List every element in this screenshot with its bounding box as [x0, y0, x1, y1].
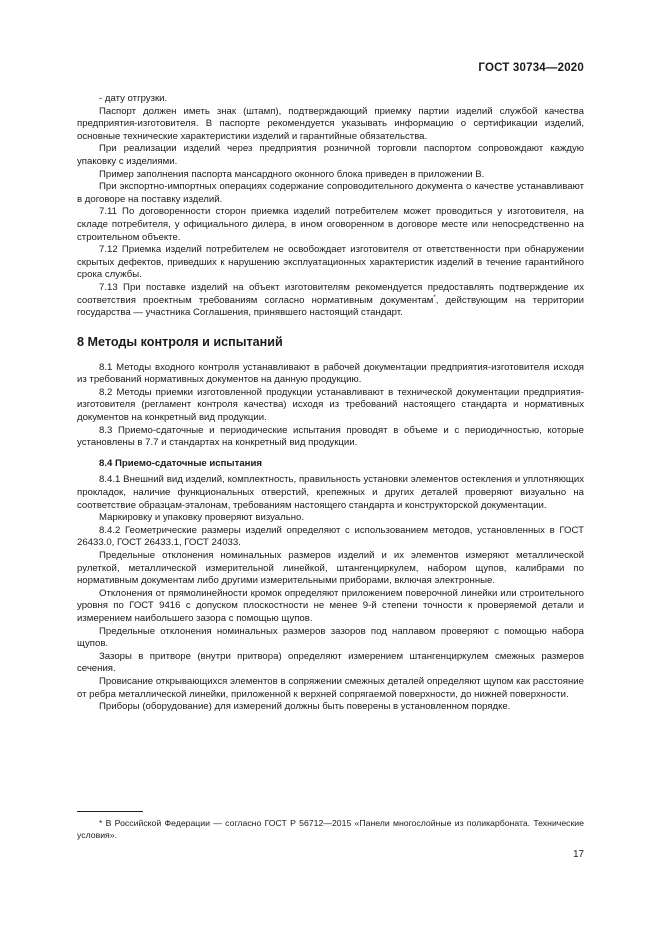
paragraph: Провисание открывающихся элементов в сопряжении смежных деталей определяют щупом как расстояние от ребра металлической линейки, приложенной к верхней сопрягаемой поверхности, до нижней поверхности.: [77, 675, 584, 700]
paragraph: Предельные отклонения номинальных размеров изделий и их элементов измеряют металлической рулеткой, металлической измерительной линейкой, штангенциркулем, набором щупов, калибрами по нормативным документам либо другими измерительными приборами, включая электронные.: [77, 550, 584, 587]
paragraph: 8.4.2 Геометрические размеры изделий определяют с использованием методов, установленных в ГОСТ 26433.0, ГОСТ 26433.1, ГОСТ 24033.: [77, 524, 584, 549]
paragraph: Маркировку и упаковку проверяют визуально.: [99, 512, 305, 524]
paragraph-text: , действующим на территории государства — участника Соглашения, принявшего настоящий стандарт.: [77, 294, 584, 319]
paragraph: - дату отгрузки.: [99, 93, 168, 104]
footnote-mark: *: [433, 294, 436, 301]
footnote: * В Российской Федерации — согласно ГОСТ Р 56712—2015 «Панели многослойные из поликарбоната. Технические условия».: [77, 818, 584, 840]
paragraph: 7.12 Приемка изделий потребителем не освобождает изготовителя от ответственности при обнаружении скрытых дефектов, приведших к нарушению эксплуатационных характеристик изделий в течение гарантийного срока службы.: [77, 244, 584, 281]
paragraph: Зазоры в притворе (внутри притвора) определяют измерением штангенциркулем смежных размеров сечения.: [77, 650, 584, 675]
section-title: 8 Методы контроля и испытаний: [77, 334, 283, 349]
paragraph-text: 7.13 При поставке изделий на объект изготовителям рекомендуется предоставлять подтверждение их соответствия проектным требованиям согласно нормативным документам: [77, 281, 584, 306]
footnote-divider: [77, 811, 143, 812]
page-number: 17: [573, 849, 584, 860]
paragraph: 8.1 Методы входного контроля устанавливают в рабочей документации предприятия-изготовителя исходя из требований нормативных документов на данную продукцию.: [77, 361, 584, 386]
paragraph: 8.3 Приемо-сдаточные и периодические испытания проводят в объеме и с периодичностью, которые установлены в 7.7 и стандартах на конкретный вид продукции.: [77, 424, 584, 449]
paragraph: При реализации изделий через предприятия розничной торговли паспортом сопровождают каждую упаковку с изделиями.: [77, 143, 584, 167]
paragraph: Отклонения от прямолинейности кромок определяют приложением поверочной линейки или строительного уровня по ГОСТ 9416 с допуском плоскостности не менее 9-й степени точности к проверяемой детали и измерением наибольшего зазора с помощью щупов.: [77, 587, 584, 624]
paragraph: Пример заполнения паспорта мансардного оконного блока приведен в приложении В.: [99, 168, 485, 180]
paragraph: Паспорт должен иметь знак (штамп), подтверждающий приемку партии изделий службой качества предприятия-изготовителя. В паспорте рекомендуется указывать информацию о сертификации изделий, основные технические характеристики изделий и гарантийные обязательства.: [77, 105, 584, 142]
subsection-title: 8.4 Приемо-сдаточные испытания: [99, 457, 262, 469]
document-header: ГОСТ 30734—2020: [478, 62, 584, 74]
page-content: [77, 93, 584, 714]
paragraph: 8.4.1 Внешний вид изделий, комплектность, правильность установки элементов остекления и уплотняющих прокладок, наличие функциональных отверстий, крепежных и других деталей проверяют визуально на соответствие образцам-эталонам, требованиям настоящего стандарта и конструкторской документации.: [77, 474, 584, 511]
paragraph-7-13: [77, 282, 584, 320]
paragraph: При экспортно-импортных операциях содержание сопроводительного документа о качестве устанавливают в договоре на поставку изделий.: [77, 181, 584, 205]
paragraph: Приборы (оборудование) для измерений должны быть поверены в установленном порядке.: [99, 701, 511, 713]
paragraph: Предельные отклонения номинальных размеров зазоров под наплавом проверяют с помощью набора щупов.: [77, 625, 584, 650]
paragraph: 8.2 Методы приемки изготовленной продукции устанавливают в технической документации предприятия-изготовителя (регламент контроля качества) исходя из требований настоящего стандарта и нормативных документов на конкретный вид продукции.: [77, 386, 584, 424]
paragraph: 7.11 По договоренности сторон приемка изделий потребителем может проводиться у изготовителя, на складе потребителя, у официального дилера, в ином оговоренном в договоре месте или непосредственно на строительном объекте.: [77, 206, 584, 243]
